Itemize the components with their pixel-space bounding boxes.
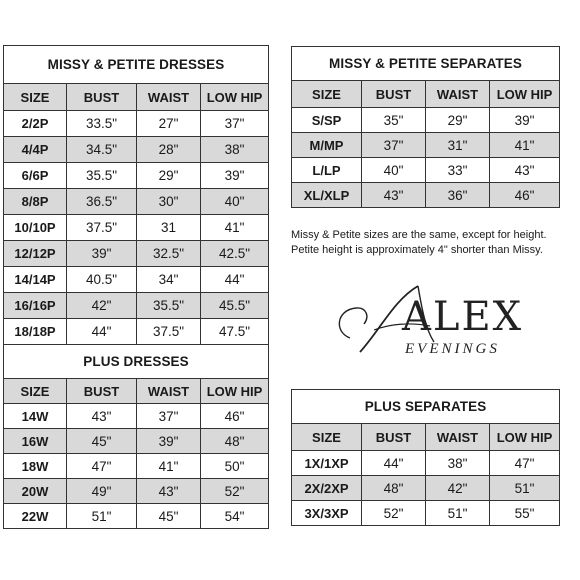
- low-hip-cell: 37": [201, 111, 269, 137]
- size-cell: 18W: [4, 454, 67, 479]
- plus-dresses-table: [3, 344, 269, 529]
- header-waist: WAIST: [426, 424, 490, 451]
- table-row: [292, 501, 560, 526]
- bust-cell: 47": [67, 454, 137, 479]
- low-hip-cell: 44": [201, 267, 269, 293]
- low-hip-cell: 39": [490, 108, 560, 133]
- waist-cell: 43": [137, 479, 201, 504]
- waist-cell: 27": [137, 111, 201, 137]
- note-line-1: Missy & Petite sizes are the same, except for height.: [291, 229, 547, 241]
- waist-cell: 33": [426, 158, 490, 183]
- table-row: [292, 183, 560, 208]
- bust-cell: 43": [67, 404, 137, 429]
- table-header-row: [292, 81, 560, 108]
- size-cell: M/MP: [292, 133, 362, 158]
- bust-cell: 51": [67, 504, 137, 529]
- size-cell: 3X/3XP: [292, 501, 362, 526]
- size-cell: 6/6P: [4, 163, 67, 189]
- size-cell: 16W: [4, 429, 67, 454]
- bust-cell: 42": [67, 293, 137, 319]
- low-hip-cell: 47.5": [201, 319, 269, 345]
- bust-cell: 35.5": [67, 163, 137, 189]
- low-hip-cell: 50": [201, 454, 269, 479]
- waist-cell: 29": [137, 163, 201, 189]
- waist-cell: 36": [426, 183, 490, 208]
- missy-petite-separates-table: [291, 46, 560, 208]
- low-hip-cell: 41": [490, 133, 560, 158]
- bust-cell: 43": [362, 183, 426, 208]
- bust-cell: 34.5": [67, 137, 137, 163]
- table-title: PLUS SEPARATES: [292, 390, 560, 424]
- low-hip-cell: 40": [201, 189, 269, 215]
- waist-cell: 51": [426, 501, 490, 526]
- missy-petite-dresses-table: [3, 45, 269, 345]
- bust-cell: 36.5": [67, 189, 137, 215]
- table-row: [4, 479, 269, 504]
- table-row: [4, 163, 269, 189]
- waist-cell: 29": [426, 108, 490, 133]
- note-line-2: Petite height is approximately 4" shorter than Missy.: [291, 244, 543, 256]
- table-row: [4, 137, 269, 163]
- bust-cell: 37.5": [67, 215, 137, 241]
- table-row: [4, 429, 269, 454]
- bust-cell: 44": [67, 319, 137, 345]
- low-hip-cell: 52": [201, 479, 269, 504]
- size-cell: 2/2P: [4, 111, 67, 137]
- low-hip-cell: 41": [201, 215, 269, 241]
- logo-subtitle: EVENINGS: [405, 341, 500, 357]
- table-title-row: [292, 47, 560, 81]
- header-bust: BUST: [362, 424, 426, 451]
- low-hip-cell: 55": [490, 501, 560, 526]
- low-hip-cell: 48": [201, 429, 269, 454]
- alex-evenings-logo: [330, 280, 530, 370]
- size-cell: 10/10P: [4, 215, 67, 241]
- header-low-hip: LOW HIP: [490, 81, 560, 108]
- size-cell: XL/XLP: [292, 183, 362, 208]
- logo-name: ALEX: [402, 294, 524, 340]
- waist-cell: 31: [137, 215, 201, 241]
- table-row: [292, 108, 560, 133]
- low-hip-cell: 38": [201, 137, 269, 163]
- low-hip-cell: 42.5": [201, 241, 269, 267]
- header-waist: WAIST: [137, 379, 201, 404]
- table-row: [292, 158, 560, 183]
- table-row: [292, 476, 560, 501]
- waist-cell: 34": [137, 267, 201, 293]
- waist-cell: 30": [137, 189, 201, 215]
- bust-cell: 33.5": [67, 111, 137, 137]
- waist-cell: 28": [137, 137, 201, 163]
- table-title-row: [4, 46, 269, 84]
- waist-cell: 37": [137, 404, 201, 429]
- bust-cell: 40": [362, 158, 426, 183]
- bust-cell: 35": [362, 108, 426, 133]
- header-size: SIZE: [4, 379, 67, 404]
- header-size: SIZE: [4, 84, 67, 111]
- bust-cell: 39": [67, 241, 137, 267]
- waist-cell: 32.5": [137, 241, 201, 267]
- low-hip-cell: 46": [490, 183, 560, 208]
- waist-cell: 42": [426, 476, 490, 501]
- header-bust: BUST: [362, 81, 426, 108]
- header-bust: BUST: [67, 379, 137, 404]
- size-cell: 18/18P: [4, 319, 67, 345]
- bust-cell: 44": [362, 451, 426, 476]
- size-cell: S/SP: [292, 108, 362, 133]
- table-header-row: [4, 379, 269, 404]
- bust-cell: 48": [362, 476, 426, 501]
- table-row: [4, 111, 269, 137]
- header-low-hip: LOW HIP: [490, 424, 560, 451]
- size-cell: 22W: [4, 504, 67, 529]
- header-bust: BUST: [67, 84, 137, 111]
- size-cell: 2X/2XP: [292, 476, 362, 501]
- size-cell: 8/8P: [4, 189, 67, 215]
- table-title-row: [292, 390, 560, 424]
- low-hip-cell: 45.5": [201, 293, 269, 319]
- size-cell: 14/14P: [4, 267, 67, 293]
- table-row: [4, 454, 269, 479]
- header-waist: WAIST: [426, 81, 490, 108]
- size-cell: L/LP: [292, 158, 362, 183]
- waist-cell: 39": [137, 429, 201, 454]
- low-hip-cell: 39": [201, 163, 269, 189]
- waist-cell: 45": [137, 504, 201, 529]
- header-waist: WAIST: [137, 84, 201, 111]
- header-low-hip: LOW HIP: [201, 379, 269, 404]
- size-cell: 1X/1XP: [292, 451, 362, 476]
- bust-cell: 45": [67, 429, 137, 454]
- table-title: MISSY & PETITE DRESSES: [4, 46, 269, 84]
- table-row: [4, 215, 269, 241]
- bust-cell: 52": [362, 501, 426, 526]
- table-row: [4, 319, 269, 345]
- table-row: [4, 293, 269, 319]
- table-row: [4, 241, 269, 267]
- low-hip-cell: 46": [201, 404, 269, 429]
- table-row: [292, 133, 560, 158]
- waist-cell: 31": [426, 133, 490, 158]
- table-title: PLUS DRESSES: [4, 345, 269, 379]
- table-header-row: [4, 84, 269, 111]
- waist-cell: 35.5": [137, 293, 201, 319]
- plus-separates-table: [291, 389, 560, 526]
- size-cell: 20W: [4, 479, 67, 504]
- low-hip-cell: 43": [490, 158, 560, 183]
- low-hip-cell: 51": [490, 476, 560, 501]
- waist-cell: 38": [426, 451, 490, 476]
- bust-cell: 40.5": [67, 267, 137, 293]
- table-row: [4, 404, 269, 429]
- size-cell: 4/4P: [4, 137, 67, 163]
- waist-cell: 37.5": [137, 319, 201, 345]
- header-size: SIZE: [292, 81, 362, 108]
- size-cell: 16/16P: [4, 293, 67, 319]
- table-row: [4, 504, 269, 529]
- bust-cell: 37": [362, 133, 426, 158]
- table-row: [292, 451, 560, 476]
- low-hip-cell: 47": [490, 451, 560, 476]
- table-title-row: [4, 345, 269, 379]
- size-cell: 12/12P: [4, 241, 67, 267]
- low-hip-cell: 54": [201, 504, 269, 529]
- table-row: [4, 267, 269, 293]
- table-title: MISSY & PETITE SEPARATES: [292, 47, 560, 81]
- size-cell: 14W: [4, 404, 67, 429]
- waist-cell: 41": [137, 454, 201, 479]
- table-row: [4, 189, 269, 215]
- header-size: SIZE: [292, 424, 362, 451]
- bust-cell: 49": [67, 479, 137, 504]
- header-low-hip: LOW HIP: [201, 84, 269, 111]
- table-header-row: [292, 424, 560, 451]
- petite-height-note: [291, 228, 576, 258]
